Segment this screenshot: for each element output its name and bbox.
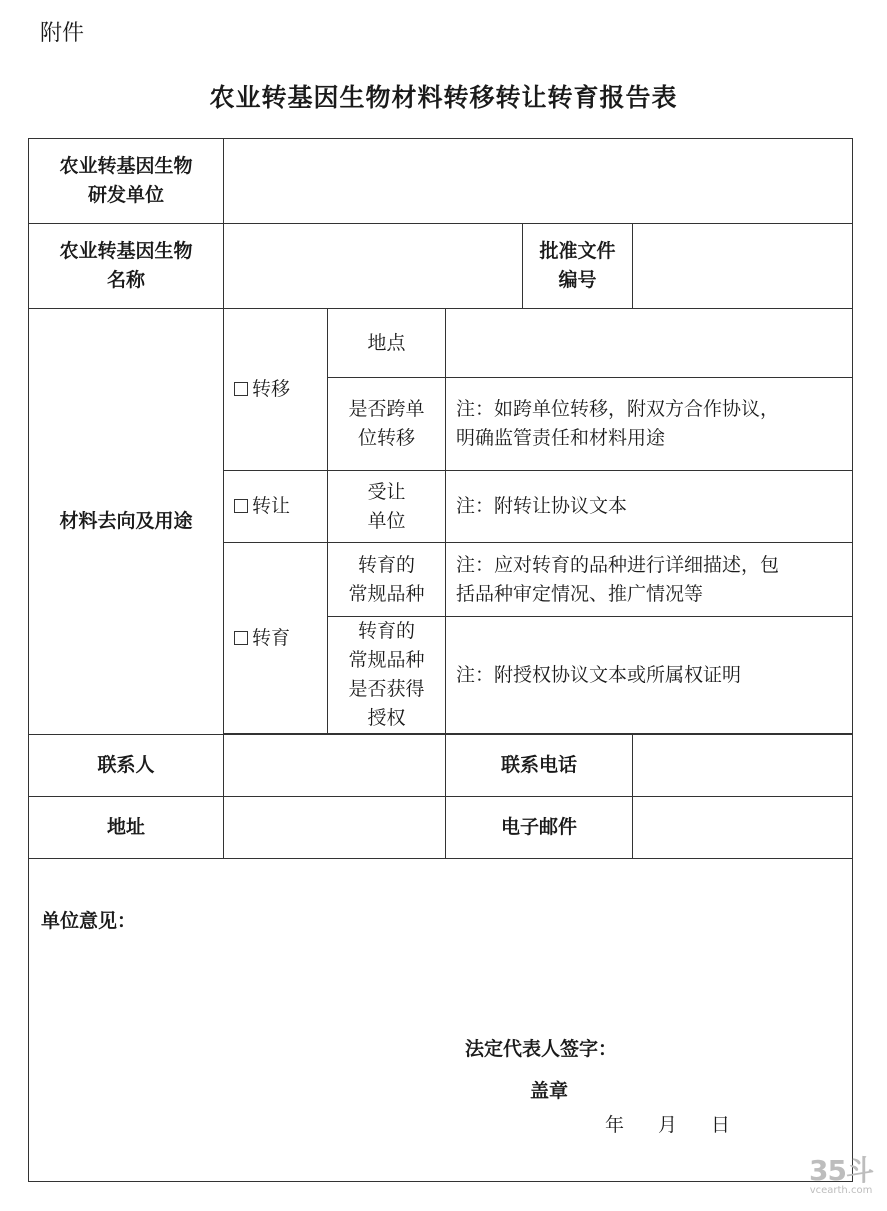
seal-label: 盖章: [530, 1080, 569, 1102]
location-input-cell[interactable]: [446, 309, 853, 378]
address-input-cell[interactable]: [224, 797, 446, 859]
cross-unit-note-line1: 注：如跨单位转移，附双方合作协议，: [456, 398, 780, 420]
cross-unit-label-line2: 位转移: [357, 427, 415, 449]
contact-input-cell[interactable]: [224, 735, 446, 797]
authorized-label-line1: 转育的: [357, 620, 415, 642]
variety-label-line1: 转育的: [357, 553, 415, 576]
email-label-cell: 电子邮件: [446, 797, 633, 859]
cross-unit-label-cell: [328, 378, 446, 471]
email-input-cell[interactable]: [633, 797, 853, 859]
variety-label-line2: 常规品种: [348, 582, 425, 605]
date-day: 日: [711, 1114, 731, 1136]
unit-opinion-cell[interactable]: [29, 859, 853, 1182]
authorized-label-cell: [328, 617, 446, 734]
developer-label-cell: [29, 139, 224, 224]
legal-rep-signature-label: 法定代表人签字：: [465, 1038, 618, 1060]
receiver-note-cell[interactable]: 注：附转让协议文本: [446, 471, 853, 543]
variety-note-cell[interactable]: [446, 543, 853, 617]
location-label-cell: 地点: [328, 309, 446, 378]
watermark-logo: [809, 1154, 873, 1197]
unit-opinion-label: 单位意见：: [41, 910, 137, 932]
organism-name-label-line1: 农业转基因生物: [59, 240, 193, 262]
approval-label-line2: 编号: [558, 269, 597, 291]
assign-option-label: 转让: [252, 495, 291, 517]
authorized-label-line4: 授权: [367, 707, 406, 729]
cross-unit-note-line2: 明确监管责任和材料用途: [456, 427, 666, 449]
cross-unit-label-line1: 是否跨单: [348, 398, 425, 420]
variety-label-cell: [328, 543, 446, 617]
phone-label-cell: 联系电话: [446, 735, 633, 797]
receiver-label-line1: 受让: [367, 480, 406, 503]
report-form-table: [28, 138, 853, 1182]
breed-option-cell[interactable]: [224, 543, 328, 734]
date-line: [605, 1111, 764, 1140]
variety-note-line2: 括品种审定情况、推广情况等: [456, 582, 704, 605]
form-title: 农业转基因生物材料转移转让转育报告表: [209, 83, 678, 112]
organism-name-label-cell: [29, 224, 224, 309]
receiver-label-line2: 单位: [367, 509, 406, 532]
assign-checkbox[interactable]: [234, 499, 248, 513]
destination-label-cell: 材料去向及用途: [29, 309, 224, 735]
breed-checkbox[interactable]: [234, 631, 248, 645]
date-year: 年: [605, 1114, 625, 1136]
approval-number-label-cell: [523, 224, 633, 309]
variety-note-line1: 注：应对转育的品种进行详细描述，包: [456, 553, 780, 576]
developer-label-line2: 研发单位: [87, 184, 164, 206]
organism-name-input-cell[interactable]: [224, 224, 523, 309]
date-month: 月: [658, 1114, 678, 1136]
address-label-cell: 地址: [29, 797, 224, 859]
authorized-note-cell[interactable]: 注：附授权协议文本或所属权证明: [446, 617, 853, 734]
approval-number-input-cell[interactable]: [633, 224, 853, 309]
assign-option-cell[interactable]: [224, 471, 328, 543]
contact-label-cell: 联系人: [29, 735, 224, 797]
transfer-option-cell[interactable]: [224, 309, 328, 471]
transfer-checkbox[interactable]: [234, 382, 248, 396]
authorized-label-line2: 常规品种: [348, 649, 425, 671]
phone-input-cell[interactable]: [633, 735, 853, 797]
cross-unit-note-cell[interactable]: [446, 378, 853, 471]
receiver-label-cell: [328, 471, 446, 543]
attachment-label: 附件: [40, 21, 85, 46]
developer-label-line1: 农业转基因生物: [59, 155, 193, 177]
transfer-option-label: 转移: [252, 378, 291, 400]
organism-name-label-line2: 名称: [106, 269, 145, 291]
developer-input-cell[interactable]: [224, 139, 853, 224]
watermark-brand: 35斗: [809, 1154, 873, 1187]
authorized-label-line3: 是否获得: [348, 678, 425, 700]
breed-option-label: 转育: [252, 626, 291, 649]
approval-label-line1: 批准文件: [539, 240, 616, 262]
watermark-site: vcearth.com: [809, 1185, 873, 1196]
